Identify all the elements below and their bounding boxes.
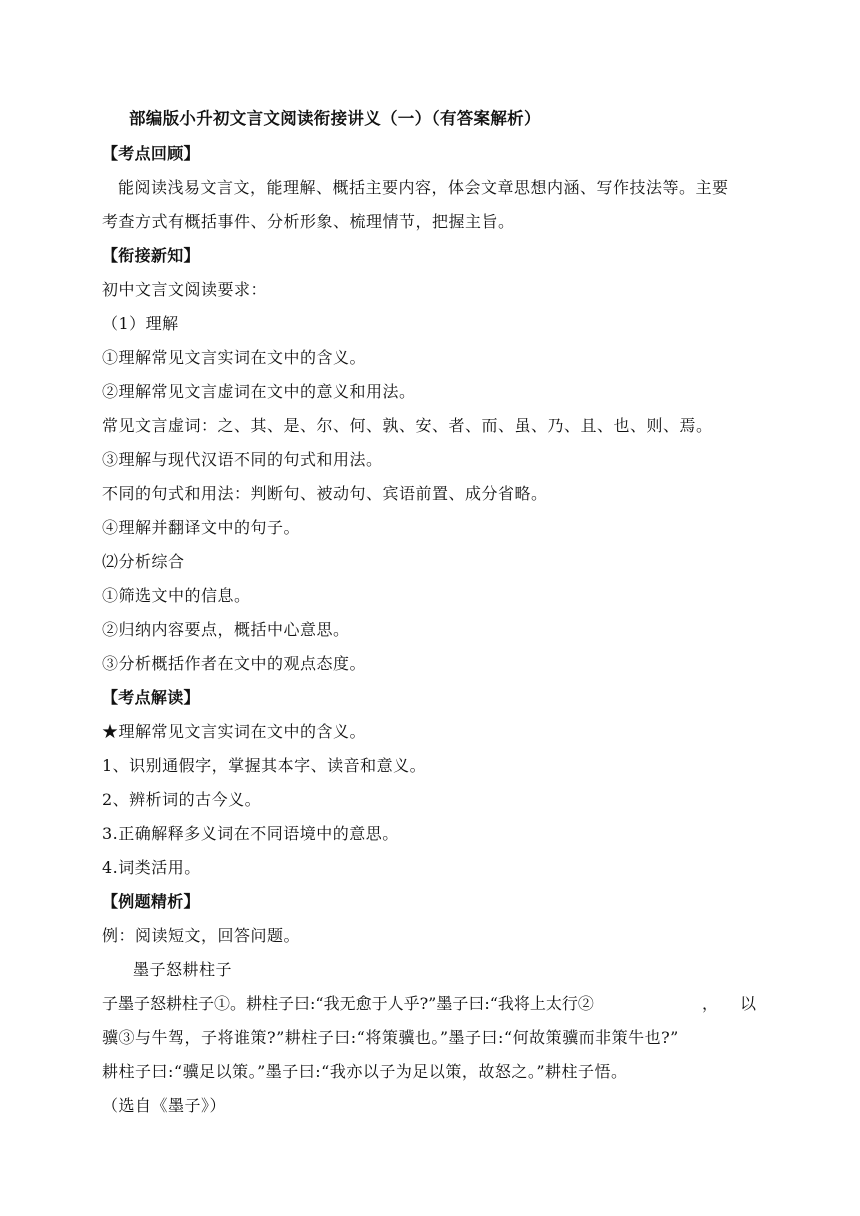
story-line-1-comma: ， xyxy=(702,994,719,1013)
story-title: 墨子怒耕柱子 xyxy=(133,960,233,979)
interpret-heading: 【考点解读】 xyxy=(102,688,200,707)
understand-item-2: ②理解常见文言虚词在文中的意义和用法。 xyxy=(102,382,416,401)
star-item: ★理解常见文言实词在文中的含义。 xyxy=(102,722,367,741)
interpret-item-1: 1、识别通假字，掌握其本字、读音和意义。 xyxy=(102,756,427,775)
review-paragraph-line-1: 能阅读浅易文言文，能理解、概括主要内容，体会文章思想内涵、写作技法等。主要 xyxy=(118,178,729,197)
interpret-item-3: 3.正确解释多义词在不同语境中的意思。 xyxy=(102,824,399,843)
understand-item-4: ④理解并翻译文中的句子。 xyxy=(102,518,301,537)
interpret-item-2: 2、辨析词的古今义。 xyxy=(102,790,262,809)
document-title: 部编版小升初文言文阅读衔接讲义（一）（有答案解析） xyxy=(129,109,541,128)
story-line-2: 骥③与牛驾，子将谁策?”耕柱子曰:“将策骥也。”墨子曰:“何故策骥而非策牛也?” xyxy=(102,1028,679,1047)
story-line-1-main: 子墨子怒耕柱子①。耕柱子曰:“我无愈于人乎?”墨子曰:“我将上太行② xyxy=(102,994,594,1013)
example-heading: 【例题精析】 xyxy=(102,892,200,911)
interpret-item-4: 4.词类活用。 xyxy=(102,858,201,877)
story-line-1-end: 以 xyxy=(740,994,757,1013)
example-intro: 例：阅读短文，回答问题。 xyxy=(102,926,301,945)
function-words-note: 常见文言虚词：之、其、是、尔、何、孰、安、者、而、虽、乃、且、也、则、焉。 xyxy=(102,416,713,435)
analysis-item-3: ③分析概括作者在文中的观点态度。 xyxy=(102,654,367,673)
requirements-intro: 初中文言文阅读要求： xyxy=(102,280,268,299)
understand-heading: （1）理解 xyxy=(102,314,179,333)
story-line-3: 耕柱子曰:“骥足以策。”墨子曰:“我亦以子为足以策，故怒之。”耕柱子悟。 xyxy=(102,1062,628,1081)
analysis-heading: ⑵分析综合 xyxy=(102,552,185,571)
story-source: （选自《墨子》） xyxy=(102,1096,227,1115)
analysis-item-1: ①筛选文中的信息。 xyxy=(102,586,251,605)
newknow-heading: 【衔接新知】 xyxy=(102,246,200,265)
analysis-item-2: ②归纳内容要点，概括中心意思。 xyxy=(102,620,350,639)
understand-item-3: ③理解与现代汉语不同的句式和用法。 xyxy=(102,450,383,469)
sentence-patterns-note: 不同的句式和用法：判断句、被动句、宾语前置、成分省略。 xyxy=(102,484,548,503)
review-heading: 【考点回顾】 xyxy=(102,144,200,163)
understand-item-1: ①理解常见文言实词在文中的含义。 xyxy=(102,348,367,367)
review-paragraph-line-2: 考查方式有概括事件、分析形象、梳理情节，把握主旨。 xyxy=(102,212,515,231)
